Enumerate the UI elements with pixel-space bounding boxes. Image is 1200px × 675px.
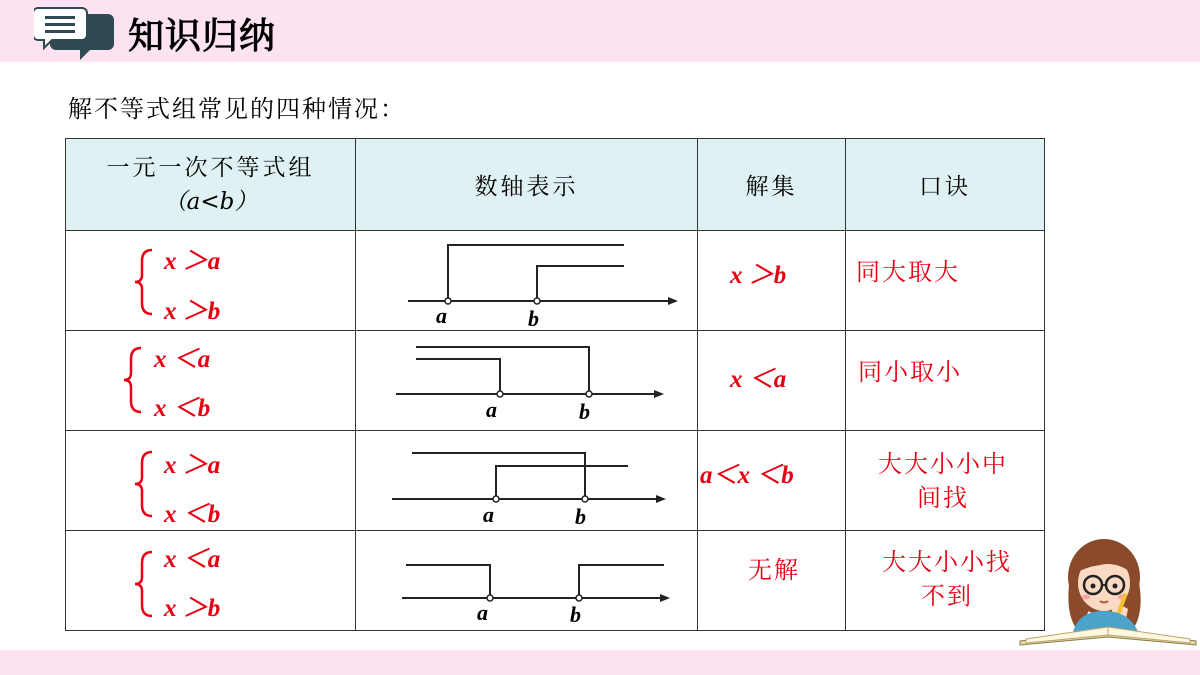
axis-label-b: b xyxy=(579,399,590,424)
header-system-line2: （a<b） xyxy=(163,188,258,215)
brace-icon xyxy=(121,345,145,415)
rule-text xyxy=(872,545,1022,613)
table-header-row xyxy=(66,139,1045,231)
rule-cell xyxy=(846,431,1045,531)
rule-line1: 同大取大 xyxy=(856,258,960,286)
system-cell xyxy=(66,531,356,631)
brace-icon xyxy=(132,449,156,519)
inequality-2: x ＞b xyxy=(164,595,221,622)
rule-cell xyxy=(846,231,1045,331)
rule-line1: 大大小小中 xyxy=(878,450,1008,478)
axis-label-a: a xyxy=(486,397,497,422)
table-row xyxy=(66,331,1045,431)
brace-icon xyxy=(132,549,156,619)
solution-set: a＜x ＜b xyxy=(700,462,794,489)
inequality-2: x ＜b xyxy=(164,501,221,528)
axis-label-b: b xyxy=(528,306,539,331)
solution-cell xyxy=(698,431,846,531)
inequality-1: x ＜a xyxy=(154,346,211,373)
reading-girl-illustration xyxy=(1016,537,1200,647)
header-system xyxy=(66,139,356,231)
axis-label-b: b xyxy=(575,504,586,529)
rule-line2: 不到 xyxy=(921,582,973,610)
page-title: 知识归纳 xyxy=(128,16,277,57)
axis-label-a: a xyxy=(477,600,488,625)
header-rule: 口诀 xyxy=(846,139,1045,231)
system-cell xyxy=(66,431,356,531)
header-band xyxy=(0,0,1200,62)
solution-cell xyxy=(698,331,846,431)
table-row xyxy=(66,431,1045,531)
header-number-line: 数轴表示 xyxy=(356,139,698,231)
solution-set: x ＜a xyxy=(730,366,787,393)
chat-bubble-icon xyxy=(34,6,114,60)
table-row xyxy=(66,231,1045,331)
number-line-cell xyxy=(356,431,698,531)
brace-icon xyxy=(132,247,156,317)
inequality-1: x ＞a xyxy=(164,248,221,275)
bottom-band xyxy=(0,650,1200,675)
summary-table xyxy=(65,138,1045,631)
axis-label-b: b xyxy=(570,602,581,627)
number-line-cell xyxy=(356,531,698,631)
solution-cell xyxy=(698,231,846,331)
inequality-1: x ＜a xyxy=(164,546,221,573)
number-line-diagram xyxy=(356,331,698,431)
number-line-diagram xyxy=(356,231,698,331)
intro-text: 解不等式组常见的四种情况： xyxy=(68,95,406,123)
solution-set: 无解 xyxy=(748,556,800,584)
rule-cell xyxy=(846,331,1045,431)
number-line-diagram xyxy=(356,431,698,531)
inequality-2: x ＞b xyxy=(164,298,221,325)
system-cell xyxy=(66,331,356,431)
solution-cell xyxy=(698,531,846,631)
table-row xyxy=(66,531,1045,631)
rule-cell xyxy=(846,531,1045,631)
axis-label-a: a xyxy=(483,502,494,527)
number-line-cell xyxy=(356,231,698,331)
number-line-diagram xyxy=(356,531,698,631)
inequality-2: x ＜b xyxy=(154,395,211,422)
header-solution: 解集 xyxy=(698,139,846,231)
system-cell xyxy=(66,231,356,331)
axis-label-a: a xyxy=(436,303,447,328)
number-line-cell xyxy=(356,331,698,431)
header-system-line1: 一元一次不等式组 xyxy=(106,154,315,181)
solution-set: x ＞b xyxy=(730,262,787,289)
rule-text xyxy=(868,447,1018,515)
inequality-1: x ＞a xyxy=(164,452,221,479)
rule-line2: 间找 xyxy=(917,484,969,512)
rule-line1: 大大小小找 xyxy=(882,548,1012,576)
rule-line1: 同小取小 xyxy=(858,358,962,386)
